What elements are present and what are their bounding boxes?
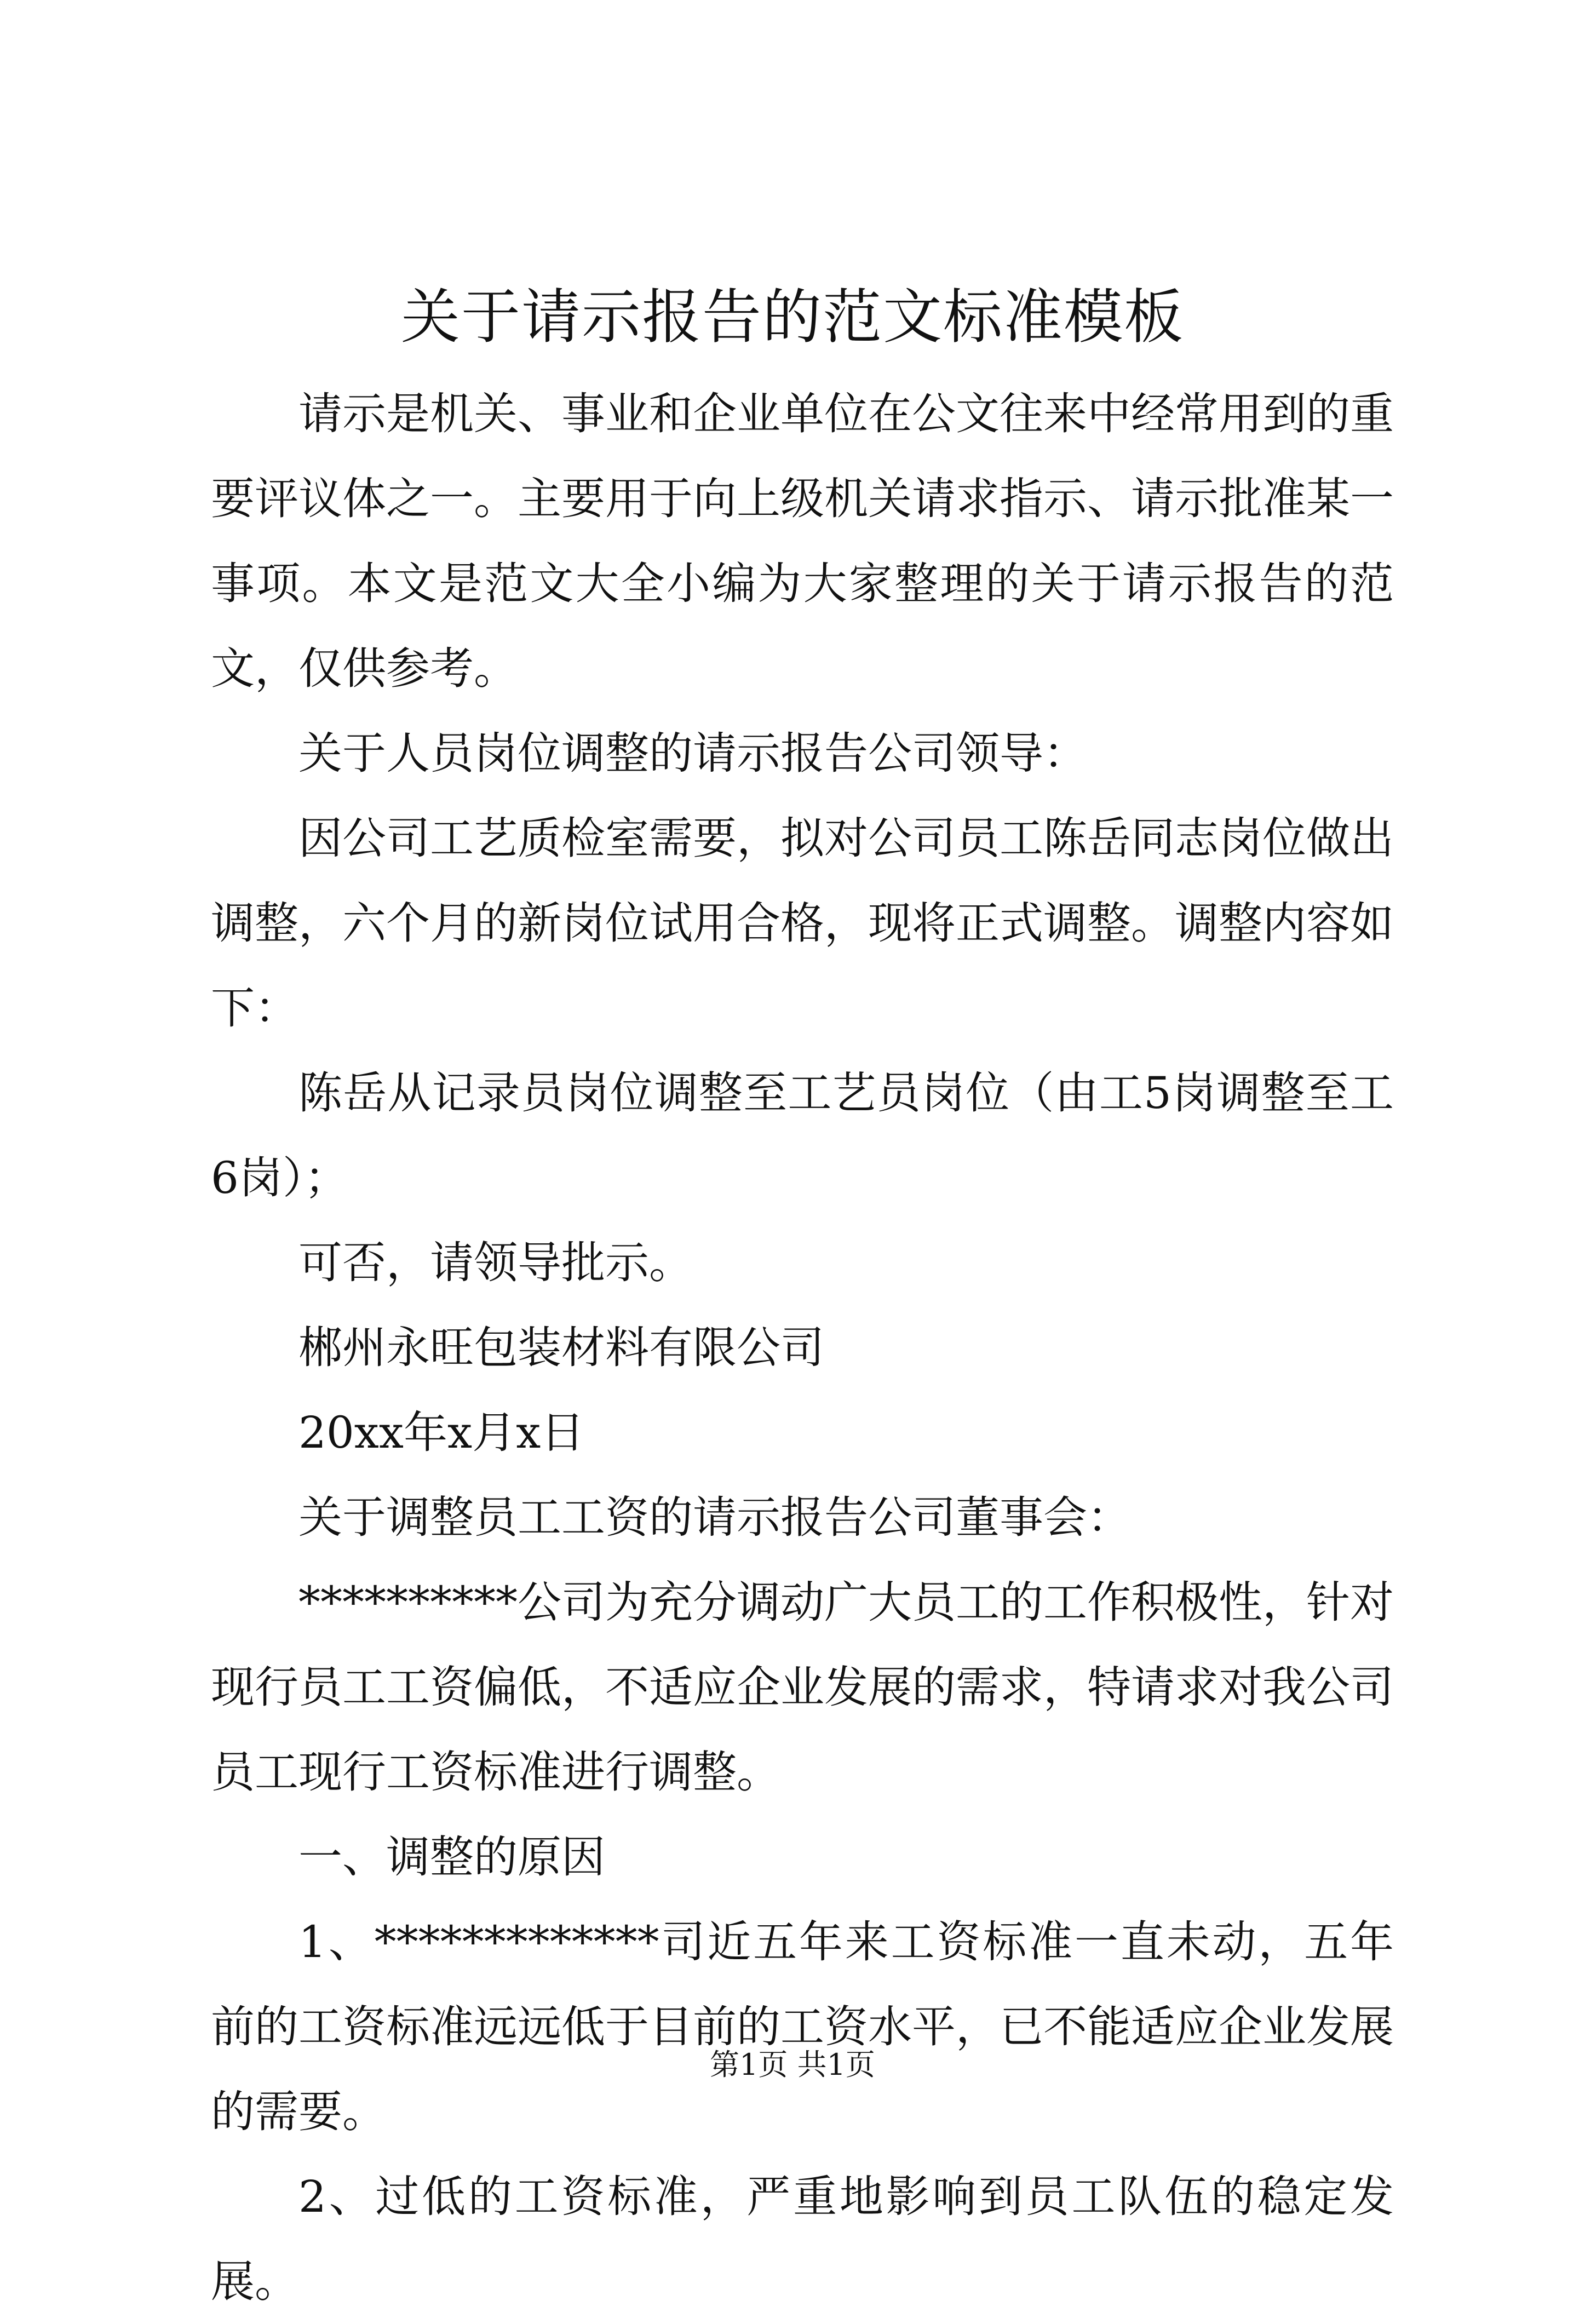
paragraph-report-1-reason: 因公司工艺质检室需要，拟对公司员工陈岳同志岗位做出调整，六个月的新岗位试用合格，现将正式调整。调整内容如下：	[211, 813, 1394, 1034]
paragraph-report-2-intro: **********公司为充分调动广大员工的工作积极性，针对现行员工工资偏低，不适应企业发展的需求，特请求对我公司员工现行工资标准进行调整。	[211, 1577, 1394, 1798]
document-body	[211, 371, 1394, 2324]
document-title: 关于请示报告的范文标准模板	[400, 283, 1184, 352]
paragraph-reason-1: 1、*************司近五年来工资标准一直未动，五年前的工资标准远远低于目前的工资水平，已不能适应企业发展的需要。	[211, 1916, 1394, 2137]
paragraph-section-heading: 一、调整的原因	[298, 1832, 605, 1883]
paragraph-report-2-heading: 关于调整员工工资的请示报告公司董事会：	[298, 1492, 1131, 1543]
paragraph-company-name: 郴州永旺包装材料有限公司	[298, 1322, 824, 1373]
paragraph-report-1-request: 可否，请领导批示。	[298, 1237, 693, 1288]
paragraph-reason-2: 2、过低的工资标准，严重地影响到员工队伍的稳定发展。	[211, 2171, 1394, 2307]
paragraph-report-1-heading: 关于人员岗位调整的请示报告公司领导：	[298, 728, 1087, 779]
paragraph-report-1-content: 陈岳从记录员岗位调整至工艺员岗位（由工5岗调整至工6岗）；	[211, 1068, 1394, 1203]
page-footer: 第1页 共1页	[710, 2047, 875, 2082]
paragraph-intro: 请示是机关、事业和企业单位在公文往来中经常用到的重要评议体之一。主要用于向上级机关请求指示、请示批准某一事项。本文是范文大全小编为大家整理的关于请示报告的范文，仅供参考。	[211, 388, 1394, 694]
paragraph-date: 20xx年x月x日	[298, 1407, 585, 1458]
